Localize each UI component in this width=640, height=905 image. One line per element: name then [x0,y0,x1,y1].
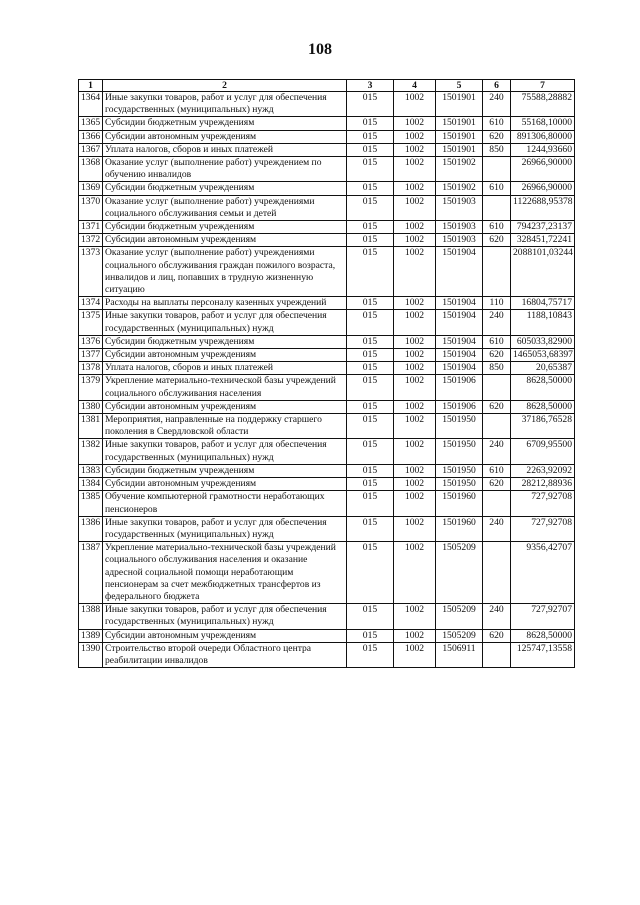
target-code-cell: 1505209 [436,629,483,642]
expense-type-cell: 610 [483,464,511,477]
description-cell: Субсидии бюджетным учреждениям [103,117,347,130]
amount-cell: 8628,50000 [511,375,575,400]
table-row [79,400,575,413]
expense-type-cell: 620 [483,400,511,413]
section-code-cell: 1002 [394,349,436,362]
expense-type-cell: 850 [483,143,511,156]
table-row [79,130,575,143]
amount-cell: 1465053,68397 [511,349,575,362]
row-number-cell: 1382 [79,439,103,464]
amount-cell: 1244,93660 [511,143,575,156]
expense-type-cell: 620 [483,478,511,491]
header-cell: 7 [511,80,575,92]
ministry-code-cell: 015 [347,491,394,516]
ministry-code-cell: 015 [347,130,394,143]
section-code-cell: 1002 [394,92,436,117]
expense-type-cell: 620 [483,234,511,247]
table-row [79,414,575,439]
amount-cell: 1188,10843 [511,310,575,335]
expense-type-cell: 240 [483,604,511,629]
row-number-cell: 1389 [79,629,103,642]
description-cell: Уплата налогов, сборов и иных платежей [103,362,347,375]
header-cell: 5 [436,80,483,92]
row-number-cell: 1386 [79,516,103,541]
section-code-cell: 1002 [394,143,436,156]
table-row [79,221,575,234]
target-code-cell: 1501904 [436,335,483,348]
row-number-cell: 1374 [79,297,103,310]
table-row [79,464,575,477]
table-row [79,604,575,629]
description-cell: Иные закупки товаров, работ и услуг для обеспечения государственных (муниципальных) нужд [103,92,347,117]
description-cell: Субсидии автономным учреждениям [103,130,347,143]
row-number-cell: 1383 [79,464,103,477]
target-code-cell: 1501901 [436,92,483,117]
ministry-code-cell: 015 [347,143,394,156]
ministry-code-cell: 015 [347,516,394,541]
row-number-cell: 1365 [79,117,103,130]
header-cell: 4 [394,80,436,92]
row-number-cell: 1364 [79,92,103,117]
ministry-code-cell: 015 [347,297,394,310]
target-code-cell: 1501950 [436,414,483,439]
description-cell: Иные закупки товаров, работ и услуг для обеспечения государственных (муниципальных) нужд [103,604,347,629]
row-number-cell: 1373 [79,247,103,297]
section-code-cell: 1002 [394,478,436,491]
amount-cell: 1122688,95378 [511,195,575,220]
section-code-cell: 1002 [394,362,436,375]
section-code-cell: 1002 [394,629,436,642]
amount-cell: 727,92707 [511,604,575,629]
row-number-cell: 1381 [79,414,103,439]
row-number-cell: 1366 [79,130,103,143]
table-row [79,143,575,156]
amount-cell: 8628,50000 [511,400,575,413]
ministry-code-cell: 015 [347,349,394,362]
amount-cell: 9356,42707 [511,542,575,604]
description-cell: Субсидии автономным учреждениям [103,349,347,362]
section-code-cell: 1002 [394,182,436,195]
ministry-code-cell: 015 [347,310,394,335]
header-row [79,80,575,92]
expense-type-cell [483,414,511,439]
target-code-cell: 1501906 [436,375,483,400]
expense-type-cell: 620 [483,629,511,642]
header-cell: 2 [103,80,347,92]
table-row [79,195,575,220]
amount-cell: 794237,23137 [511,221,575,234]
section-code-cell: 1002 [394,542,436,604]
table-row [79,335,575,348]
table-row [79,349,575,362]
expense-type-cell [483,491,511,516]
target-code-cell: 1501904 [436,310,483,335]
amount-cell: 28212,88936 [511,478,575,491]
description-cell: Оказание услуг (выполнение работ) учреждением по обучению инвалидов [103,157,347,182]
row-number-cell: 1384 [79,478,103,491]
row-number-cell: 1376 [79,335,103,348]
row-number-cell: 1377 [79,349,103,362]
description-cell: Иные закупки товаров, работ и услуг для обеспечения государственных (муниципальных) нужд [103,310,347,335]
description-cell: Укрепление материально-технической базы учреждений социального обслуживания населения и оказание адресной социальной помощи неработающим пенсионерам за счет межбюджетных трансфертов из федерального бюджета [103,542,347,604]
budget-table [78,79,575,668]
description-cell: Строительство второй очереди Областного центра реабилитации инвалидов [103,642,347,667]
section-code-cell: 1002 [394,375,436,400]
ministry-code-cell: 015 [347,247,394,297]
expense-type-cell: 110 [483,297,511,310]
ministry-code-cell: 015 [347,182,394,195]
description-cell: Оказание услуг (выполнение работ) учреждениями социального обслуживания граждан пожилого возраста, инвалидов и лиц, попавших в трудную жизненную ситуацию [103,247,347,297]
section-code-cell: 1002 [394,400,436,413]
row-number-cell: 1388 [79,604,103,629]
description-cell: Субсидии бюджетным учреждениям [103,221,347,234]
table-row [79,478,575,491]
target-code-cell: 1501904 [436,349,483,362]
row-number-cell: 1380 [79,400,103,413]
amount-cell: 6709,95500 [511,439,575,464]
target-code-cell: 1501903 [436,234,483,247]
header-cell: 3 [347,80,394,92]
expense-type-cell: 240 [483,92,511,117]
description-cell: Оказание услуг (выполнение работ) учреждениями социального обслуживания семьи и детей [103,195,347,220]
amount-cell: 727,92708 [511,516,575,541]
amount-cell: 16804,75717 [511,297,575,310]
table-row [79,117,575,130]
amount-cell: 328451,72241 [511,234,575,247]
table-body [79,92,575,668]
description-cell: Субсидии бюджетным учреждениям [103,464,347,477]
target-code-cell: 1501960 [436,516,483,541]
table-row [79,297,575,310]
expense-type-cell [483,542,511,604]
table-row [79,182,575,195]
amount-cell: 75588,28882 [511,92,575,117]
table-row [79,375,575,400]
table-row [79,516,575,541]
section-code-cell: 1002 [394,335,436,348]
expense-type-cell: 240 [483,516,511,541]
section-code-cell: 1002 [394,247,436,297]
description-cell: Укрепление материально-технической базы учреждений социального обслуживания населения [103,375,347,400]
target-code-cell: 1501960 [436,491,483,516]
description-cell: Мероприятия, направленные на поддержку старшего поколения в Свердловской области [103,414,347,439]
ministry-code-cell: 015 [347,439,394,464]
amount-cell: 125747,13558 [511,642,575,667]
description-cell: Расходы на выплаты персоналу казенных учреждений [103,297,347,310]
expense-type-cell [483,195,511,220]
section-code-cell: 1002 [394,234,436,247]
description-cell: Субсидии автономным учреждениям [103,234,347,247]
target-code-cell: 1501906 [436,400,483,413]
row-number-cell: 1369 [79,182,103,195]
description-cell: Субсидии автономным учреждениям [103,629,347,642]
ministry-code-cell: 015 [347,362,394,375]
section-code-cell: 1002 [394,491,436,516]
target-code-cell: 1501901 [436,130,483,143]
table-row [79,542,575,604]
amount-cell: 2263,92092 [511,464,575,477]
ministry-code-cell: 015 [347,117,394,130]
amount-cell: 20,65387 [511,362,575,375]
expense-type-cell: 610 [483,182,511,195]
target-code-cell: 1501902 [436,157,483,182]
ministry-code-cell: 015 [347,157,394,182]
table-row [79,629,575,642]
ministry-code-cell: 015 [347,464,394,477]
expense-type-cell: 610 [483,221,511,234]
row-number-cell: 1387 [79,542,103,604]
header-cell: 1 [79,80,103,92]
ministry-code-cell: 015 [347,478,394,491]
target-code-cell: 1501950 [436,464,483,477]
expense-type-cell: 610 [483,117,511,130]
amount-cell: 8628,50000 [511,629,575,642]
table-row [79,362,575,375]
description-cell: Субсидии автономным учреждениям [103,478,347,491]
section-code-cell: 1002 [394,604,436,629]
section-code-cell: 1002 [394,297,436,310]
target-code-cell: 1505209 [436,604,483,629]
target-code-cell: 1505209 [436,542,483,604]
amount-cell: 26966,90000 [511,157,575,182]
section-code-cell: 1002 [394,464,436,477]
table-row [79,92,575,117]
description-cell: Уплата налогов, сборов и иных платежей [103,143,347,156]
section-code-cell: 1002 [394,439,436,464]
section-code-cell: 1002 [394,221,436,234]
target-code-cell: 1501903 [436,221,483,234]
table-row [79,642,575,667]
description-cell: Субсидии автономным учреждениям [103,400,347,413]
target-code-cell: 1501950 [436,478,483,491]
ministry-code-cell: 015 [347,542,394,604]
ministry-code-cell: 015 [347,400,394,413]
amount-cell: 2088101,03244 [511,247,575,297]
row-number-cell: 1367 [79,143,103,156]
ministry-code-cell: 015 [347,234,394,247]
expense-type-cell: 240 [483,439,511,464]
table-row [79,439,575,464]
expense-type-cell [483,642,511,667]
ministry-code-cell: 015 [347,92,394,117]
expense-type-cell: 850 [483,362,511,375]
amount-cell: 605033,82900 [511,335,575,348]
expense-type-cell: 240 [483,310,511,335]
section-code-cell: 1002 [394,195,436,220]
ministry-code-cell: 015 [347,335,394,348]
row-number-cell: 1370 [79,195,103,220]
ministry-code-cell: 015 [347,195,394,220]
description-cell: Субсидии бюджетным учреждениям [103,182,347,195]
expense-type-cell [483,375,511,400]
target-code-cell: 1501904 [436,362,483,375]
row-number-cell: 1372 [79,234,103,247]
table-row [79,157,575,182]
description-cell: Иные закупки товаров, работ и услуг для обеспечения государственных (муниципальных) нужд [103,439,347,464]
target-code-cell: 1501904 [436,247,483,297]
target-code-cell: 1501904 [436,297,483,310]
target-code-cell: 1501901 [436,143,483,156]
ministry-code-cell: 015 [347,642,394,667]
target-code-cell: 1501902 [436,182,483,195]
section-code-cell: 1002 [394,310,436,335]
section-code-cell: 1002 [394,157,436,182]
amount-cell: 891306,80000 [511,130,575,143]
row-number-cell: 1390 [79,642,103,667]
row-number-cell: 1385 [79,491,103,516]
ministry-code-cell: 015 [347,604,394,629]
row-number-cell: 1371 [79,221,103,234]
table-row [79,234,575,247]
amount-cell: 727,92708 [511,491,575,516]
expense-type-cell [483,157,511,182]
target-code-cell: 1506911 [436,642,483,667]
ministry-code-cell: 015 [347,375,394,400]
description-cell: Субсидии бюджетным учреждениям [103,335,347,348]
target-code-cell: 1501903 [436,195,483,220]
expense-type-cell: 610 [483,335,511,348]
section-code-cell: 1002 [394,516,436,541]
row-number-cell: 1368 [79,157,103,182]
row-number-cell: 1379 [79,375,103,400]
expense-type-cell [483,247,511,297]
target-code-cell: 1501901 [436,117,483,130]
table-row [79,310,575,335]
table-row [79,491,575,516]
amount-cell: 55168,10000 [511,117,575,130]
section-code-cell: 1002 [394,117,436,130]
section-code-cell: 1002 [394,414,436,439]
description-cell: Иные закупки товаров, работ и услуг для обеспечения государственных (муниципальных) нужд [103,516,347,541]
ministry-code-cell: 015 [347,221,394,234]
target-code-cell: 1501950 [436,439,483,464]
header-cell: 6 [483,80,511,92]
table-row [79,247,575,297]
amount-cell: 37186,76528 [511,414,575,439]
amount-cell: 26966,90000 [511,182,575,195]
row-number-cell: 1378 [79,362,103,375]
row-number-cell: 1375 [79,310,103,335]
expense-type-cell: 620 [483,349,511,362]
section-code-cell: 1002 [394,642,436,667]
ministry-code-cell: 015 [347,629,394,642]
page-number: 108 [308,41,332,58]
description-cell: Обучение компьютерной грамотности неработающих пенсионеров [103,491,347,516]
expense-type-cell: 620 [483,130,511,143]
section-code-cell: 1002 [394,130,436,143]
ministry-code-cell: 015 [347,414,394,439]
